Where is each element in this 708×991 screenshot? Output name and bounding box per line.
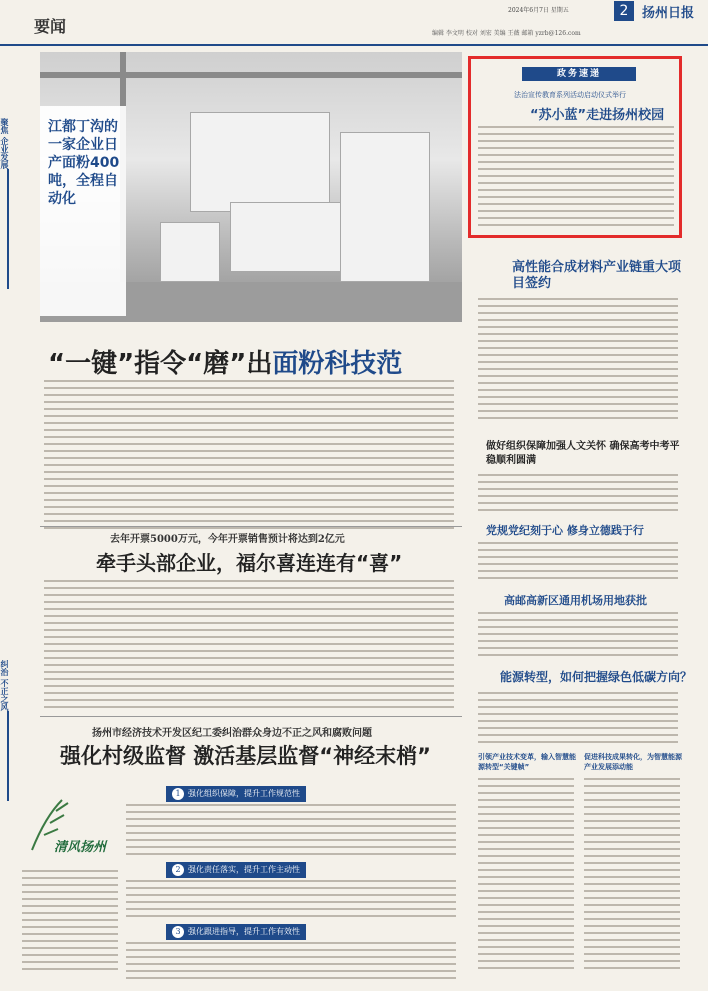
party-body (478, 542, 678, 584)
third-article-body-c (126, 942, 456, 984)
indicator-body (478, 298, 678, 424)
innov-title: 促进科技成果转化，为智慧能源产业发展添动能 (584, 753, 682, 771)
masthead-logo: 扬州日报 (642, 6, 695, 21)
hightech-title: 高邮高新区通用机场用地获批 (504, 594, 647, 607)
sidebar-rule (7, 711, 9, 801)
rule-of-law-subtitle: 法治宣传教育系列活动启动仪式举行 (514, 91, 626, 99)
indicator-title: 高性能合成材料产业链重大项目签约 (512, 260, 682, 291)
rule-of-law-body (478, 126, 674, 231)
sidebar-commentary-body (22, 870, 118, 975)
sidebar-label-bottom: 纠治 不正之风 (0, 660, 10, 711)
second-headline: 牵手头部企业，福尔喜连连有“喜” (96, 551, 403, 575)
editor-credits: 编辑 李文明 校对 刘宏 美编 王薇 邮箱 yzrb@126.com (432, 30, 581, 37)
subhead-1: 1 强化组织保障，提升工作规范性 (166, 786, 306, 802)
article-divider (40, 526, 462, 527)
exam-body (478, 474, 678, 516)
third-article-body-a (126, 804, 456, 860)
third-article-body-b (126, 880, 456, 922)
lead-headline: “一键”指令“磨”出面粉科技范 (48, 349, 403, 379)
energy-body (478, 692, 678, 748)
second-kicker: 去年开票5000万元，今年开票销售预计将达到2亿元 (110, 534, 345, 545)
politics-banner: 政务速递 (522, 67, 636, 81)
feature-callout (40, 106, 126, 316)
lead-article-body (44, 380, 454, 534)
sidebar-label-top: 聚焦 企业发展 (0, 118, 10, 169)
calligraphy-title: 清风扬州 (54, 840, 107, 855)
guide-body (478, 778, 574, 974)
feature-title: 江都丁沟的一家企业日产面粉400吨，全程自动化 (48, 119, 120, 207)
energy-title: 能源转型，如何把握绿色低碳方向？ (500, 670, 693, 684)
page-header (0, 0, 708, 46)
page-number: 2 (614, 1, 634, 21)
innov-body (584, 778, 680, 974)
dateline: 2024年6月7日 星期五 (508, 7, 569, 14)
subhead-3: 3 强化跟进指导，提升工作有效性 (166, 924, 306, 940)
third-kicker: 扬州市经济技术开发区纪工委纠治群众身边不正之风和腐败问题 (92, 728, 372, 739)
second-article-body (44, 580, 454, 713)
section-title: 要闻 (34, 17, 67, 36)
guide-title: 引领产业技术变革，输入智慧能源转型“关键帧” (478, 753, 576, 771)
sidebar-bottom (0, 660, 16, 801)
hightech-body (478, 612, 678, 661)
exam-title: 做好组织保障加强人文关怀 确保高考中考平稳顺利圆满 (486, 441, 680, 466)
article-divider (40, 716, 462, 717)
sidebar-rule (7, 169, 9, 289)
party-title: 党规党纪刻于心 修身立德践于行 (486, 524, 644, 537)
rule-of-law-title: “苏小蓝”走进扬州校园 (530, 108, 665, 123)
sidebar-top (0, 118, 16, 289)
third-headline: 强化村级监督 激活基层监督“神经末梢” (60, 744, 431, 768)
subhead-2: 2 强化责任落实，提升工作主动性 (166, 862, 306, 878)
